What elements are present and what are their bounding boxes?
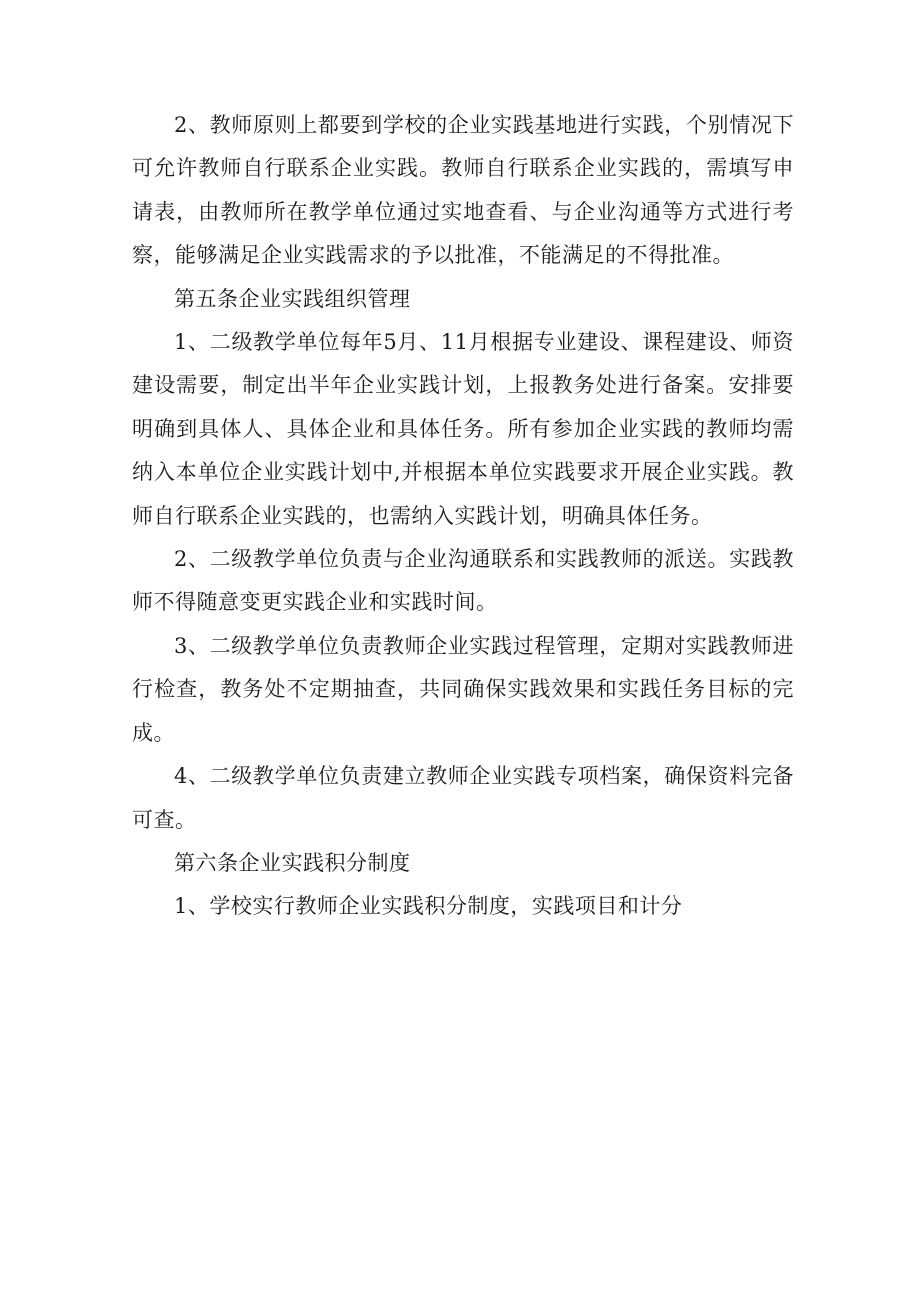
paragraph-item-1-points: 1、学校实行教师企业实践积分制度，实践项目和计分 <box>174 894 683 919</box>
paragraph-item-2-approval: 2、教师原则上都要到学校的企业实践基地进行实践，个别情况下可允许教师自行联系企业实践。教师自行联系企业实践的，需填写申请表，由教师所在教学单位通过实地查看、与企业沟通等方式进行考察，能够满足企业实践需求的予以批准，不能满足的不得批准。 <box>132 113 794 268</box>
document-page <box>132 104 794 929</box>
paragraph-item-3-process: 3、二级教学单位负责教师企业实践过程管理，定期对实践教师进行检查，教务处不定期抽查，共同确保实践效果和实践任务目标的完成。 <box>132 633 794 745</box>
paragraph-item-2-dispatch: 2、二级教学单位负责与企业沟通联系和实践教师的派送。实践教师不得随意变更实践企业和实践时间。 <box>132 547 794 615</box>
section-heading-article-5: 第五条企业实践组织管理 <box>174 286 411 311</box>
paragraph-item-4-archive: 4、二级教学单位负责建立教师企业实践专项档案，确保资料完备可查。 <box>132 764 794 832</box>
section-heading-article-6: 第六条企业实践积分制度 <box>174 850 411 875</box>
paragraph-item-1-plan: 1、二级教学单位每年5月、11月根据专业建设、课程建设、师资建设需要，制定出半年企业实践计划，上报教务处进行备案。安排要明确到具体人、具体企业和具体任务。所有参加企业实践的教师均需纳入本单位企业实践计划中,并根据本单位实践要求开展企业实践。教师自行联系企业实践的，也需纳入实践计划，明确具体任务。 <box>132 330 794 528</box>
